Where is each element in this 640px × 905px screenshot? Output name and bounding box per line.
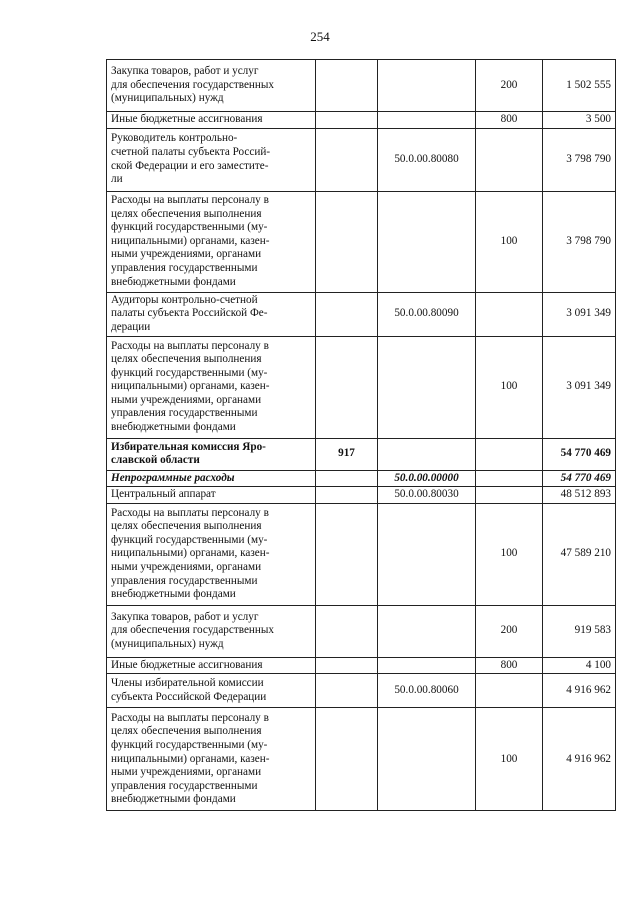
row-expense-type-cell — [476, 674, 543, 708]
row-department-cell — [316, 503, 378, 605]
table-row — [107, 60, 616, 112]
row-code-cell — [378, 191, 476, 292]
row-department-cell — [316, 487, 378, 504]
row-expense-type-cell: 100 — [476, 708, 543, 811]
budget-table-body — [107, 60, 616, 811]
row-department-cell: 917 — [316, 438, 378, 470]
row-amount-cell: 919 583 — [543, 605, 616, 657]
row-code-cell — [378, 503, 476, 605]
row-name-cell — [107, 487, 316, 504]
row-department-cell — [316, 470, 378, 487]
row-expense-type-cell: 200 — [476, 605, 543, 657]
row-amount-cell: 3 798 790 — [543, 128, 616, 191]
row-department-cell — [316, 292, 378, 336]
table-row — [107, 470, 616, 487]
row-name-text: Непрограммные расходы — [111, 471, 235, 484]
row-department-cell — [316, 336, 378, 438]
row-name-text: Расходы на выплаты персоналу в целях обеспечения выполнения функций государственными (му- ниципальными) органами, казен- ными учреждениями, органами управления государственными внебюджетными фондами — [111, 339, 270, 434]
row-expense-type-cell — [476, 128, 543, 191]
row-name-cell — [107, 674, 316, 708]
row-name-text: Закупка товаров, работ и услуг для обеспечения государственных (муниципальных) нужд — [111, 65, 275, 105]
table-row — [107, 674, 616, 708]
table-row — [107, 128, 616, 191]
row-name-cell — [107, 605, 316, 657]
row-name-cell — [107, 60, 316, 112]
row-name-text: Расходы на выплаты персоналу в целях обеспечения выполнения функций государственными (му- ниципальными) органами, казен- ными учреждениями, органами управления государственными внебюджетными фондами — [111, 711, 270, 806]
row-amount-cell: 4 916 962 — [543, 708, 616, 811]
row-code-cell — [378, 708, 476, 811]
row-code-cell — [378, 60, 476, 112]
row-name-cell — [107, 657, 316, 674]
row-name-text: Центральный аппарат — [111, 488, 216, 501]
row-name-cell — [107, 191, 316, 292]
row-code-cell: 50.0.00.80030 — [378, 487, 476, 504]
table-row — [107, 708, 616, 811]
row-amount-cell: 54 770 469 — [543, 438, 616, 470]
table-row — [107, 336, 616, 438]
row-amount-cell: 4 100 — [543, 657, 616, 674]
row-amount-cell: 48 512 893 — [543, 487, 616, 504]
row-name-text: Члены избирательной комиссии субъекта Российской Федерации — [111, 677, 267, 703]
budget-table — [106, 59, 616, 811]
row-expense-type-cell: 100 — [476, 336, 543, 438]
row-code-cell: 50.0.00.00000 — [378, 470, 476, 487]
row-code-cell — [378, 657, 476, 674]
row-amount-cell: 3 798 790 — [543, 191, 616, 292]
row-code-cell: 50.0.00.80060 — [378, 674, 476, 708]
row-expense-type-cell: 800 — [476, 657, 543, 674]
row-expense-type-cell: 800 — [476, 112, 543, 129]
row-department-cell — [316, 191, 378, 292]
row-amount-cell: 54 770 469 — [543, 470, 616, 487]
row-department-cell — [316, 112, 378, 129]
row-expense-type-cell: 200 — [476, 60, 543, 112]
row-code-cell: 50.0.00.80080 — [378, 128, 476, 191]
row-department-cell — [316, 605, 378, 657]
table-row — [107, 503, 616, 605]
row-name-cell — [107, 336, 316, 438]
row-name-cell — [107, 708, 316, 811]
table-row — [107, 657, 616, 674]
row-code-cell — [378, 438, 476, 470]
row-name-text: Расходы на выплаты персоналу в целях обеспечения выполнения функций государственными (му- ниципальными) органами, казен- ными учреждениями, органами управления государственными внебюджетными фондами — [111, 506, 270, 601]
row-expense-type-cell — [476, 487, 543, 504]
row-amount-cell: 4 916 962 — [543, 674, 616, 708]
row-department-cell — [316, 708, 378, 811]
table-row — [107, 112, 616, 129]
table-row — [107, 487, 616, 504]
row-name-cell — [107, 128, 316, 191]
row-amount-cell: 1 502 555 — [543, 60, 616, 112]
table-row — [107, 191, 616, 292]
row-name-text: Руководитель контрольно- счетной палаты субъекта Россий- ской Федерации и его заместите- ли — [111, 132, 271, 186]
row-code-cell — [378, 112, 476, 129]
row-amount-cell: 3 091 349 — [543, 336, 616, 438]
row-expense-type-cell — [476, 438, 543, 470]
row-name-text: Иные бюджетные ассигнования — [111, 113, 263, 125]
row-expense-type-cell — [476, 470, 543, 487]
row-expense-type-cell: 100 — [476, 503, 543, 605]
row-department-cell — [316, 657, 378, 674]
row-name-text: Аудиторы контрольно-счетной палаты субъекта Российской Фе- дерации — [111, 293, 268, 333]
row-name-text: Избирательная комиссия Яро- славской области — [111, 440, 266, 467]
table-row — [107, 292, 616, 336]
row-amount-cell: 3 500 — [543, 112, 616, 129]
row-name-text: Закупка товаров, работ и услуг для обеспечения государственных (муниципальных) нужд — [111, 610, 275, 651]
row-expense-type-cell — [476, 292, 543, 336]
table-row — [107, 605, 616, 657]
row-name-cell — [107, 470, 316, 487]
row-name-text: Иные бюджетные ассигнования — [111, 658, 263, 671]
row-name-cell — [107, 112, 316, 129]
row-department-cell — [316, 674, 378, 708]
row-expense-type-cell: 100 — [476, 191, 543, 292]
row-name-text: Расходы на выплаты персоналу в целях обеспечения выполнения функций государственными (му- ниципальными) органами, казен- ными учреждениями, органами управления государственными внебюджетными фондами — [111, 194, 270, 288]
row-code-cell — [378, 336, 476, 438]
row-department-cell — [316, 60, 378, 112]
row-name-cell — [107, 503, 316, 605]
row-amount-cell: 47 589 210 — [543, 503, 616, 605]
row-code-cell — [378, 605, 476, 657]
table-row — [107, 438, 616, 470]
row-department-cell — [316, 128, 378, 191]
page-number: 254 — [310, 29, 330, 44]
row-name-cell — [107, 292, 316, 336]
row-code-cell: 50.0.00.80090 — [378, 292, 476, 336]
row-name-cell — [107, 438, 316, 470]
row-amount-cell: 3 091 349 — [543, 292, 616, 336]
